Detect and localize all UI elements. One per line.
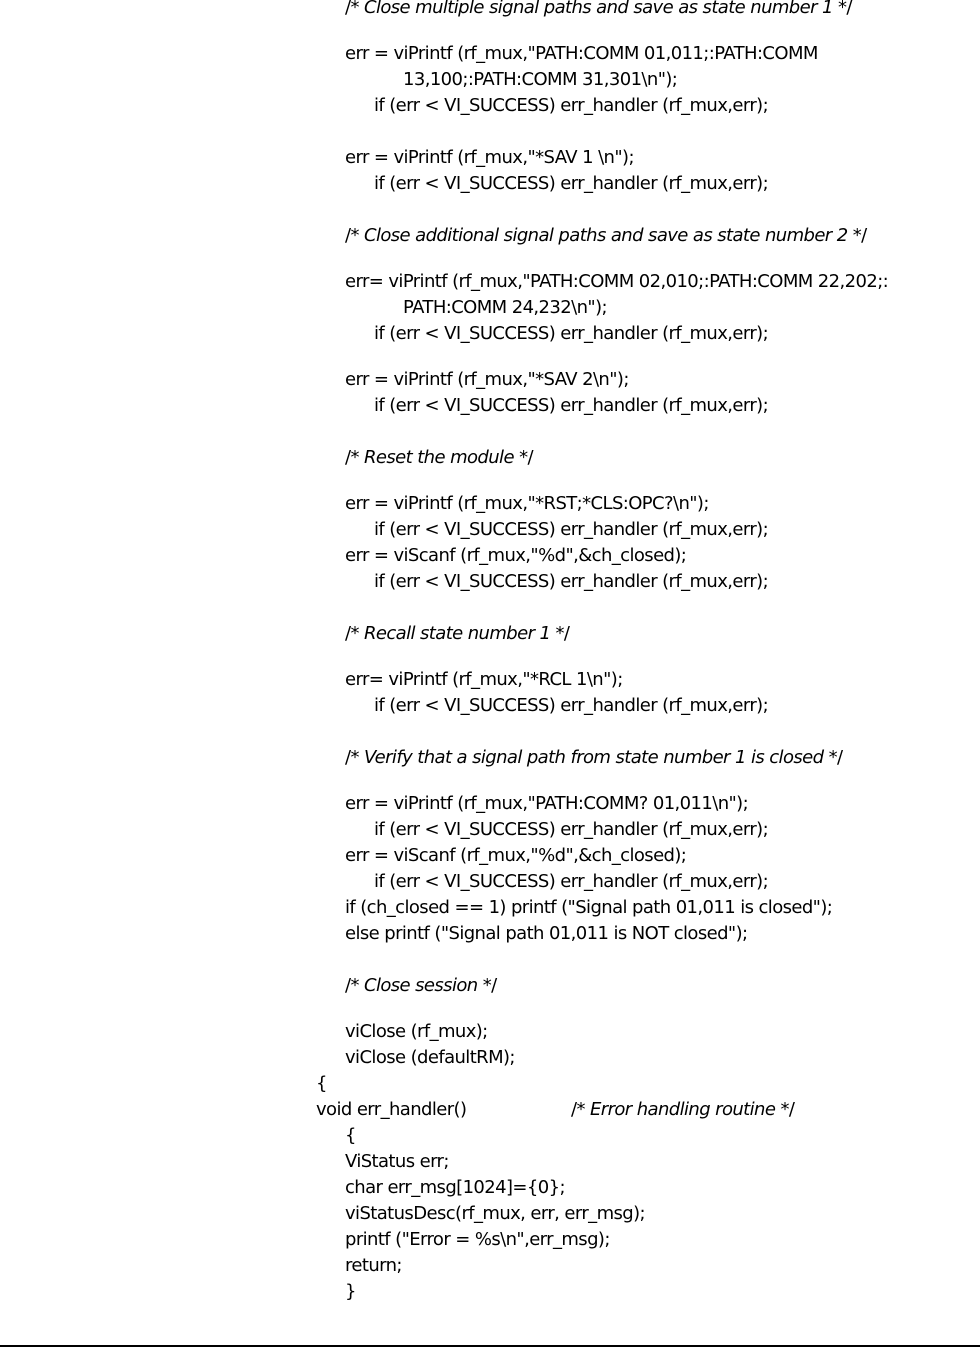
comment-open: /*	[345, 225, 359, 246]
comment-close: */	[852, 225, 867, 246]
code-line: if (err < VI_SUCCESS) err_handler (rf_mux,err);	[374, 819, 769, 840]
code-line: }	[345, 1281, 356, 1302]
comment-open: /*	[345, 623, 359, 644]
code-comment	[345, 975, 497, 997]
comment-close: */	[828, 747, 843, 768]
code-line: err = viPrintf (rf_mux,"*SAV 1 \n");	[345, 147, 634, 168]
code-line: ViStatus err;	[345, 1151, 449, 1172]
code-comment	[345, 747, 842, 769]
code-comment	[345, 225, 867, 247]
comment-close: */	[482, 975, 497, 996]
code-line: if (err < VI_SUCCESS) err_handler (rf_mux,err);	[374, 323, 769, 344]
code-line: 13,100;:PATH:COMM 31,301\n");	[403, 69, 678, 90]
code-line: viClose (defaultRM);	[345, 1047, 515, 1068]
code-line: err= viPrintf (rf_mux,"PATH:COMM 02,010;:PATH:COMM 22,202;:	[345, 271, 889, 292]
page-footer-rule	[0, 1345, 980, 1347]
code-line: char err_msg[1024]={0};	[345, 1177, 565, 1198]
comment-open: /*	[345, 447, 359, 468]
code-comment	[345, 447, 533, 469]
code-line: if (err < VI_SUCCESS) err_handler (rf_mux,err);	[374, 519, 769, 540]
code-line: printf ("Error = %s\n",err_msg);	[345, 1229, 610, 1250]
comment-text: Reset the module	[364, 447, 514, 468]
code-line: PATH:COMM 24,232\n");	[403, 297, 607, 318]
code-line: err = viPrintf (rf_mux,"PATH:COMM 01,011;:PATH:COMM	[345, 43, 818, 64]
code-line: else printf ("Signal path 01,011 is NOT closed");	[345, 923, 748, 944]
code-line: void err_handler()	[316, 1099, 467, 1120]
code-line: err = viScanf (rf_mux,"%d",&ch_closed);	[345, 545, 687, 566]
code-comment	[345, 623, 569, 645]
code-line: viStatusDesc(rf_mux, err, err_msg);	[345, 1203, 646, 1224]
code-comment	[571, 1099, 794, 1121]
code-line: if (ch_closed == 1) printf ("Signal path 01,011 is closed");	[345, 897, 833, 918]
comment-text: Recall state number 1	[364, 623, 551, 644]
code-line: {	[316, 1073, 327, 1094]
comment-open: /*	[345, 747, 359, 768]
code-line: return;	[345, 1255, 402, 1276]
comment-open: /*	[345, 975, 359, 996]
comment-close: */	[555, 623, 570, 644]
comment-open: /*	[571, 1099, 585, 1120]
code-line: {	[345, 1125, 356, 1146]
code-line: if (err < VI_SUCCESS) err_handler (rf_mux,err);	[374, 173, 769, 194]
code-line: if (err < VI_SUCCESS) err_handler (rf_mux,err);	[374, 695, 769, 716]
code-line: if (err < VI_SUCCESS) err_handler (rf_mux,err);	[374, 871, 769, 892]
code-line: viClose (rf_mux);	[345, 1021, 488, 1042]
comment-close: */	[838, 0, 852, 18]
code-line: err = viPrintf (rf_mux,"PATH:COMM? 01,011\n");	[345, 793, 749, 814]
comment-close: */	[519, 447, 533, 468]
code-line: err = viPrintf (rf_mux,"*SAV 2\n");	[345, 369, 629, 390]
code-line: if (err < VI_SUCCESS) err_handler (rf_mux,err);	[374, 571, 769, 592]
code-line: err = viScanf (rf_mux,"%d",&ch_closed);	[345, 845, 687, 866]
comment-open: /*	[345, 0, 359, 18]
comment-close: */	[780, 1099, 795, 1120]
comment-text: Close additional signal paths and save as state number 2	[364, 225, 848, 246]
comment-text: Error handling routine	[590, 1099, 776, 1120]
code-line: err= viPrintf (rf_mux,"*RCL 1\n");	[345, 669, 623, 690]
code-line: if (err < VI_SUCCESS) err_handler (rf_mux,err);	[374, 395, 769, 416]
comment-text: Close session	[364, 975, 478, 996]
code-line: if (err < VI_SUCCESS) err_handler (rf_mux,err);	[374, 95, 769, 116]
code-comment	[345, 0, 852, 19]
code-line: err = viPrintf (rf_mux,"*RST;*CLS:OPC?\n");	[345, 493, 709, 514]
comment-text: Close multiple signal paths and save as state number 1	[364, 0, 833, 18]
comment-text: Verify that a signal path from state number 1 is closed	[364, 747, 824, 768]
